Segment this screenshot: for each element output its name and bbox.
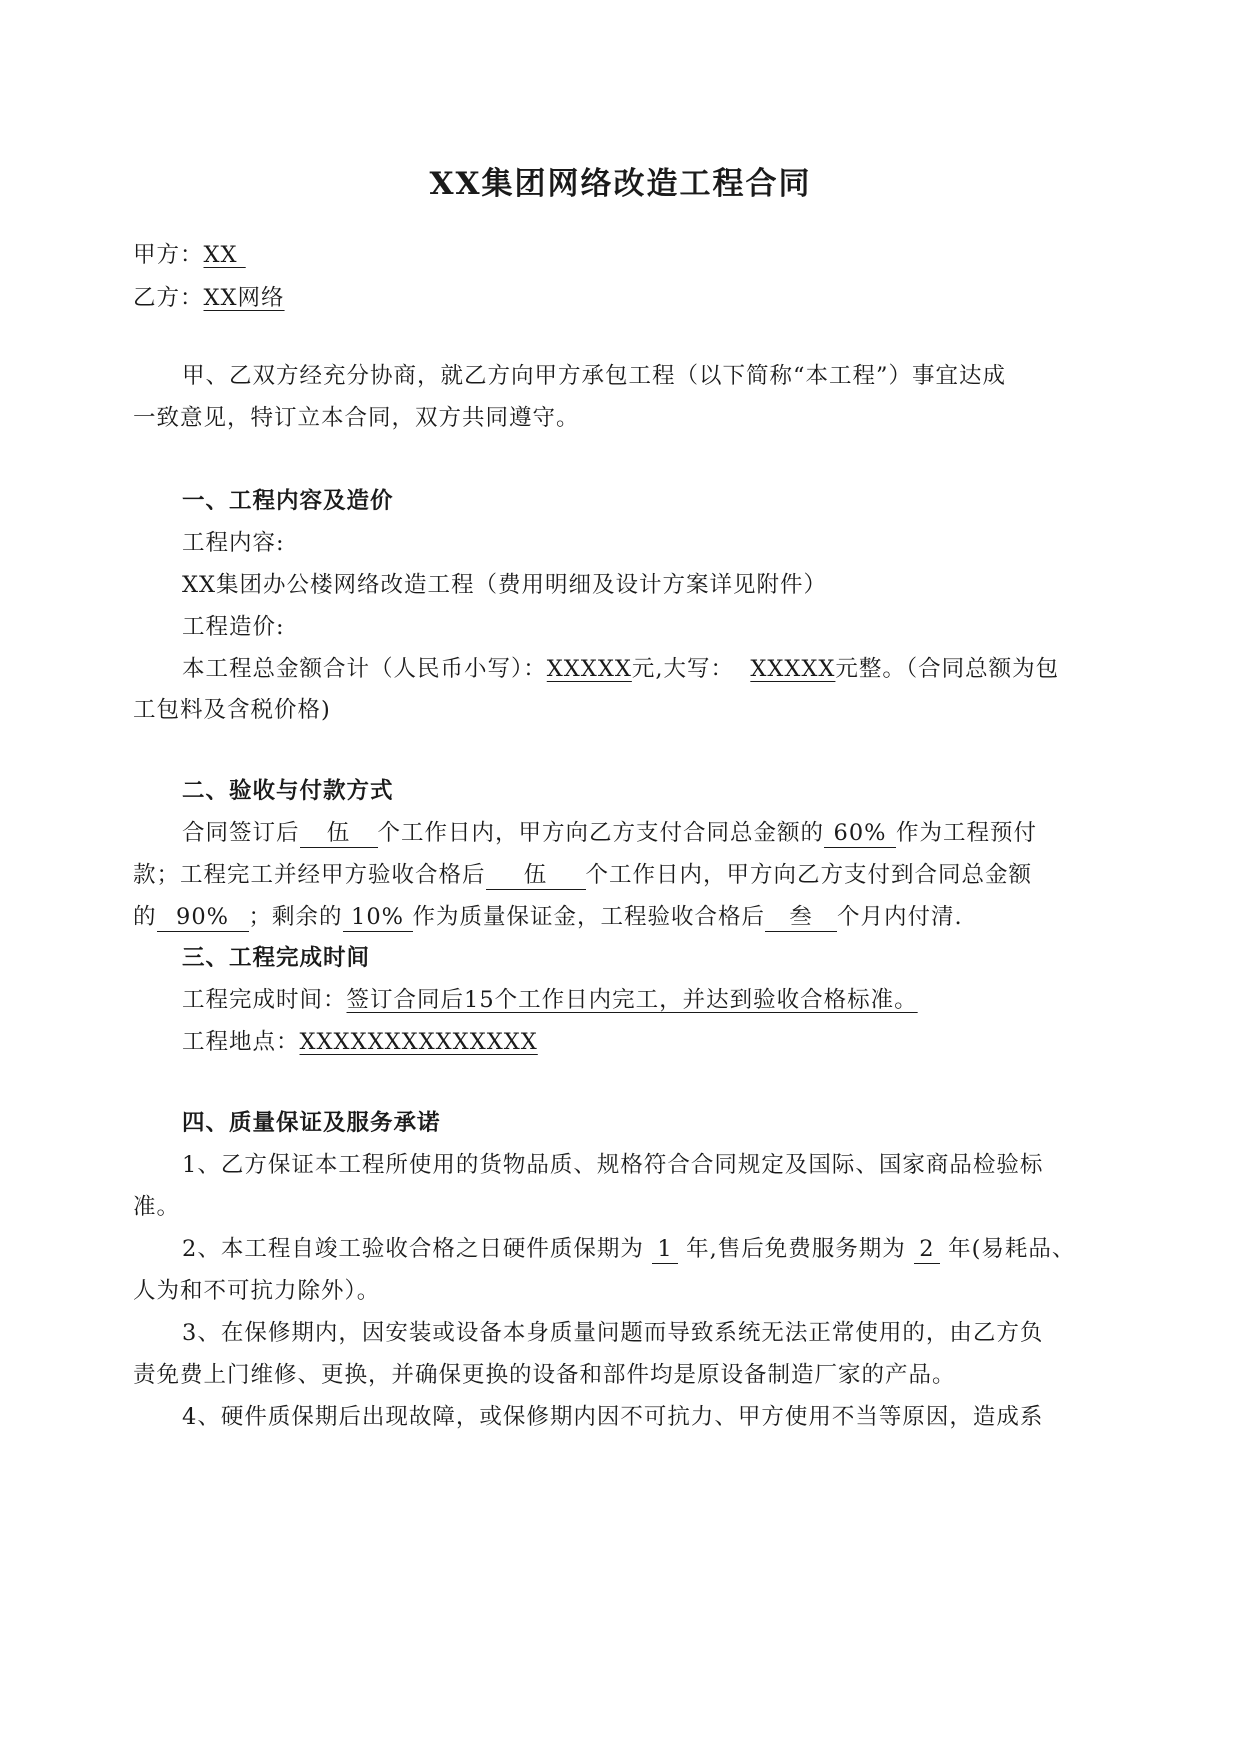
item-2-line-1 [182,1231,1075,1264]
party-b-label: 乙方： [133,285,204,311]
payment-text: 个工作日内，甲方向乙方支付合同总金额的 [377,820,825,846]
percent-blank-1: 60% [824,821,896,848]
price-line-2: 工包料及含税价格) [133,697,331,723]
item-2-line-2: 人为和不可抗力除外）。 [133,1278,381,1304]
content-text: XX集团办公楼网络改造工程（费用明细及设计方案详见附件） [182,572,828,598]
payment-line-2 [133,857,1032,890]
days-blank-2: 伍 [486,863,586,890]
party-a-line [133,237,246,269]
item-2-text: 2、本工程自竣工验收合格之日硬件质保期为 [182,1236,644,1262]
completion-time-label: 工程完成时间： [182,987,347,1013]
payment-text: ；剩余的 [248,904,343,930]
section-2-heading: 二、验收与付款方式 [182,778,394,804]
document-title: XX集团网络改造工程合同 [429,166,812,202]
section-1-heading: 一、工程内容及造价 [182,488,394,514]
item-3-line-2: 责免费上门维修、更换，并确保更换的设备和部件均是原设备制造厂家的产品。 [133,1362,956,1388]
price-line [182,651,1059,683]
payment-text: 作为质量保证金，工程验收合格后 [412,904,766,930]
project-location-value: XXXXXXXXXXXXXX [299,1029,538,1055]
completion-time-line [182,982,918,1014]
amount-lower: XXXXX [546,656,632,682]
payment-line-1 [182,815,1037,848]
service-years-blank: 2 [914,1237,940,1264]
project-location-line [182,1024,538,1056]
payment-text: 个月内付清. [837,904,963,930]
price-label: 工程造价: [182,614,285,640]
warranty-years-blank: 1 [652,1237,678,1264]
payment-text: 款；工程完工并经甲方验收合格后 [133,862,486,888]
intro-line-1: 甲、乙双方经充分协商，就乙方向甲方承包工程（以下简称“本工程”）事宜达成 [182,363,1007,389]
item-4-line-1: 4、硬件质保期后出现故障，或保修期内因不可抗力、甲方使用不当等原因，造成系 [182,1404,1044,1430]
percent-blank-2: 90% [157,905,249,932]
item-1-line-2: 准。 [133,1194,181,1220]
amount-upper: XXXXX [750,656,836,682]
price-prefix: 本工程总金额合计（人民币小写）： [182,656,547,682]
completion-time-value: 签订合同后15个工作日内完工，并达到验收合格标准。 [346,987,918,1013]
payment-text: 作为工程预付 [896,820,1038,846]
section-4-heading: 四、质量保证及服务承诺 [182,1110,441,1136]
price-suffix: 元整。（合同总额为包 [835,656,1060,682]
payment-text: 个工作日内，甲方向乙方支付到合同总金额 [585,862,1033,888]
intro-line-2: 一致意见，特订立本合同，双方共同遵守。 [133,405,580,431]
price-mid: 元,大写： [631,656,735,682]
party-b-line [133,280,285,312]
party-b-value: XX网络 [203,285,285,311]
months-blank: 叁 [765,905,837,932]
payment-text: 的 [133,904,157,930]
content-label: 工程内容: [182,530,285,556]
project-location-label: 工程地点： [182,1029,300,1055]
payment-text: 合同签订后 [182,820,300,846]
item-3-line-1: 3、在保修期内，因安装或设备本身质量问题而导致系统无法正常使用的，由乙方负 [182,1320,1044,1346]
days-blank-1: 伍 [300,821,378,848]
party-a-label: 甲方： [133,242,204,268]
payment-line-3 [133,899,963,932]
percent-blank-3: 10% [343,905,413,932]
party-a-value: XX [203,242,246,268]
item-2-text: 年(易耗品、 [948,1236,1076,1262]
item-1-line-1: 1、乙方保证本工程所使用的货物品质、规格符合合同规定及国际、国家商品检验标 [182,1152,1044,1178]
item-2-text: 年,售后免费服务期为 [686,1236,906,1262]
section-3-heading: 三、工程完成时间 [182,945,371,971]
